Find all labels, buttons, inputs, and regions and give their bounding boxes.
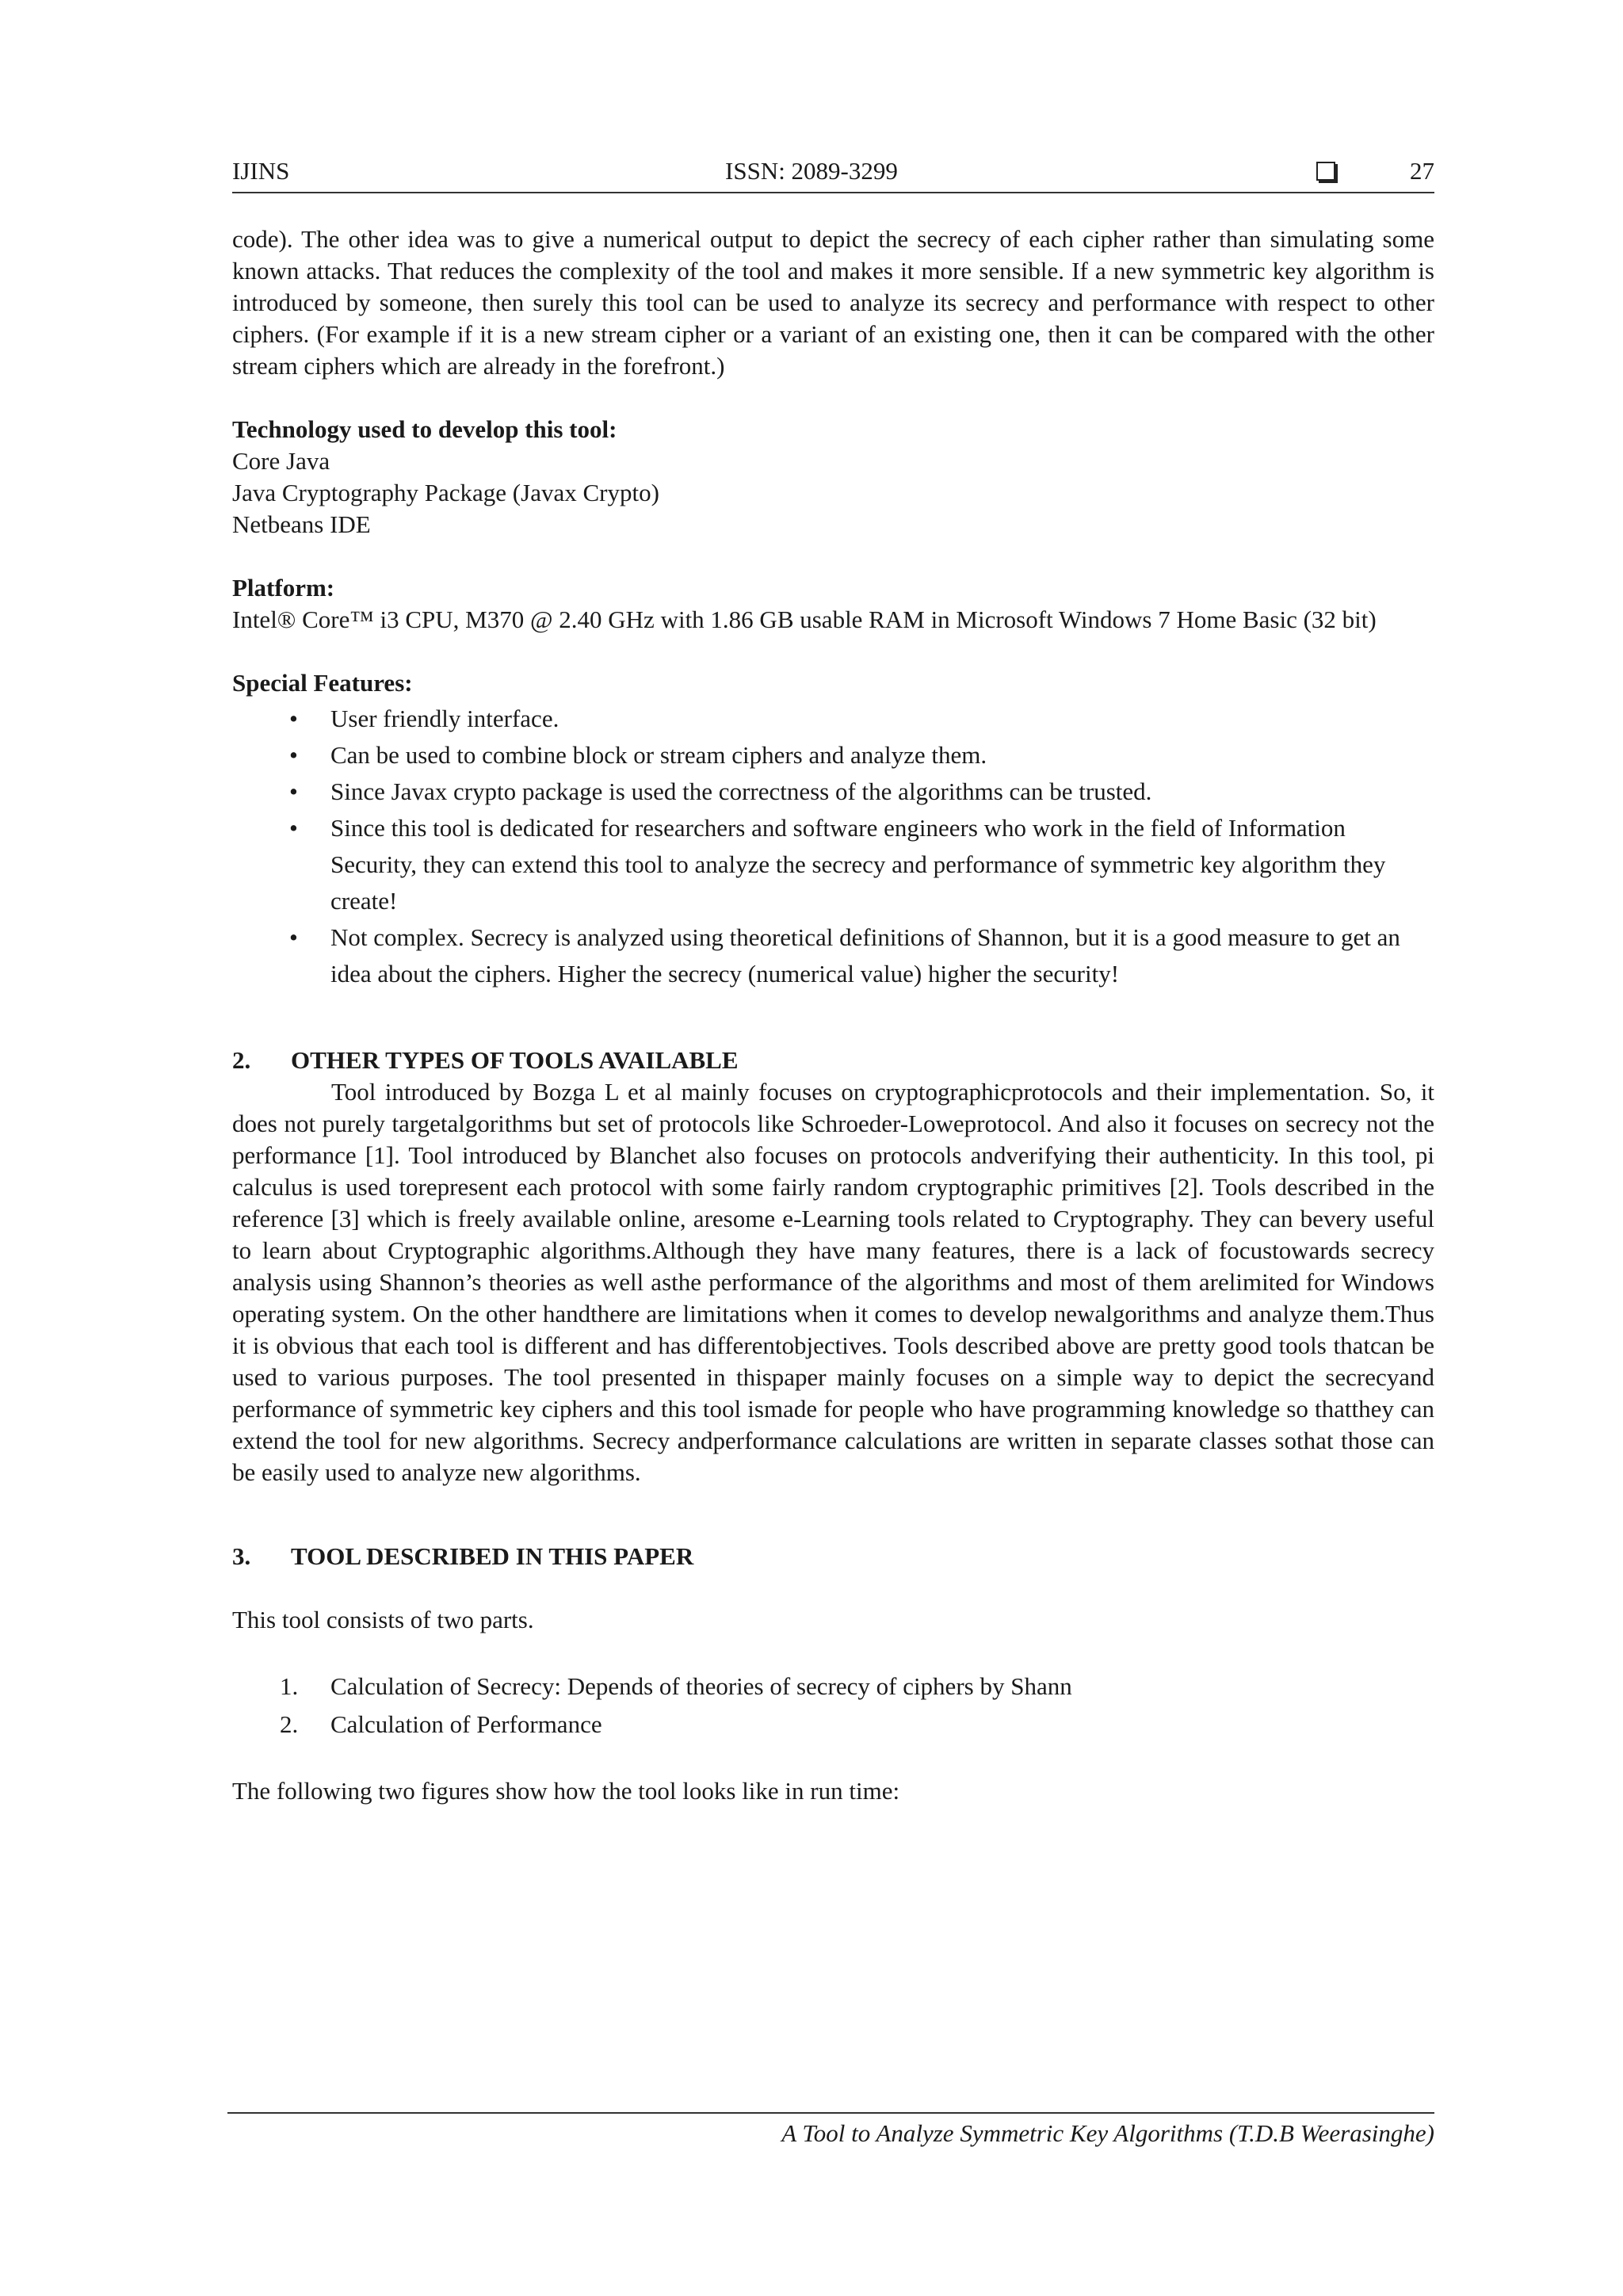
feature-text: User friendly interface. <box>330 705 559 732</box>
bullet-icon: • <box>289 814 298 842</box>
section-number: 2. <box>232 1046 251 1074</box>
section-title: TOOL DESCRIBED IN THIS PAPER <box>291 1542 694 1570</box>
technology-item: Core Java <box>232 447 330 475</box>
section-title: OTHER TYPES OF TOOLS AVAILABLE <box>291 1046 739 1074</box>
list-item <box>232 1668 1434 1706</box>
technology-item: Java Cryptography Package (Javax Crypto) <box>232 479 659 506</box>
feature-text: Since this tool is dedicated for researchers and software engineers who work in the field of Information Security, they can extend this tool to analyze the secrecy and performance of symmetric key algorithm they create! <box>330 814 1386 915</box>
technology-heading: Technology used to develop this tool: <box>232 415 617 443</box>
journal-name: IJINS <box>232 157 290 185</box>
checkbox-square-icon <box>1316 162 1335 181</box>
running-title: A Tool to Analyze Symmetric Key Algorithms (T.D.B Weerasinghe) <box>781 2119 1434 2147</box>
page-number: 27 <box>1410 157 1434 185</box>
page-content <box>232 223 1434 1807</box>
footer-rule <box>227 2112 1434 2114</box>
platform-text: Intel® Core™ i3 CPU, M370 @ 2.40 GHz with 1.86 GB usable RAM in Microsoft Windows 7 Home Basic (32 bit) <box>232 606 1377 633</box>
bullet-icon: • <box>289 741 298 769</box>
list-item <box>232 774 1434 810</box>
part-text: Calculation of Secrecy: Depends of theories of secrecy of ciphers by Shann <box>330 1672 1072 1700</box>
parts-list <box>232 1668 1434 1744</box>
section-3-intro: This tool consists of two parts. <box>232 1606 534 1633</box>
list-number: 2. <box>280 1710 299 1738</box>
issn: ISSN: 2089-3299 <box>725 157 898 185</box>
section-number: 3. <box>232 1542 251 1570</box>
bullet-icon: • <box>289 923 298 951</box>
bullet-icon: • <box>289 705 298 732</box>
page-header <box>232 155 1434 193</box>
list-number: 1. <box>280 1672 299 1700</box>
feature-text: Not complex. Secrecy is analyzed using theoretical definitions of Shannon, but it is a good measure to get an idea about the ciphers. Higher the secrecy (numerical value) higher the security! <box>330 923 1400 988</box>
list-item <box>232 810 1434 919</box>
list-item <box>232 701 1434 737</box>
section-3-heading <box>232 1541 1434 1572</box>
section-2-heading <box>232 1045 1434 1076</box>
feature-text: Since Javax crypto package is used the correctness of the algorithms can be trusted. <box>330 777 1152 805</box>
bullet-icon: • <box>289 777 298 805</box>
section-3-closing: The following two figures show how the tool looks like in run time: <box>232 1777 900 1805</box>
list-item <box>232 737 1434 774</box>
features-list <box>232 701 1434 992</box>
section-2-paragraph: Tool introduced by Bozga L et al mainly focuses on cryptographicprotocols and their implementation. So, it does not purely targetalgorithms but set of protocols like Schroeder-Loweprotocol. And also it focuses on secrecy not the performance [1]. Tool introduced by Blanchet also focuses on protocols andverifying their authenticity. In this tool, pi calculus is used torepresent each protocol with some fairly random cryptographic primitives [2]. Tools described in the reference [3] which is freely available online, aresome e-Learning tools related to Cryptography. They can bevery useful to learn about Cryptographic algorithms.Although they have many features, there is a lack of focustowards secrecy analysis using Shannon’s theories as well asthe performance of the algorithms and most of them arelimited for Windows operating system. On the other handthere are limitations when it comes to develop newalgorithms and analyze them.Thus it is obvious that each tool is different and has differentobjectives. Tools described above are pretty good tools thatcan be used to various purposes. The tool presented in thispaper mainly focuses on a simple way to depict the secrecyand performance of symmetric key ciphers and this tool ismade for people who have programming knowledge so thatthey can extend the tool for new algorithms. Secrecy andperformance calculations are written in separate classes sothat those can be easily used to analyze new algorithms. <box>232 1078 1434 1486</box>
feature-text: Can be used to combine block or stream ciphers and analyze them. <box>330 741 987 769</box>
technology-item: Netbeans IDE <box>232 510 371 538</box>
intro-paragraph: code). The other idea was to give a numerical output to depict the secrecy of each cipher rather than simulating some known attacks. That reduces the complexity of the tool and makes it more sensible. If a new symmetric key algorithm is introduced by someone, then surely this tool can be used to analyze its secrecy and performance with respect to other ciphers. (For example if it is a new stream cipher or a variant of an existing one, then it can be compared with the other stream ciphers which are already in the forefront.) <box>232 225 1434 380</box>
list-item <box>232 1706 1434 1744</box>
list-item <box>232 919 1434 992</box>
features-heading: Special Features: <box>232 669 413 697</box>
part-text: Calculation of Performance <box>330 1710 602 1738</box>
platform-heading: Platform: <box>232 574 335 602</box>
